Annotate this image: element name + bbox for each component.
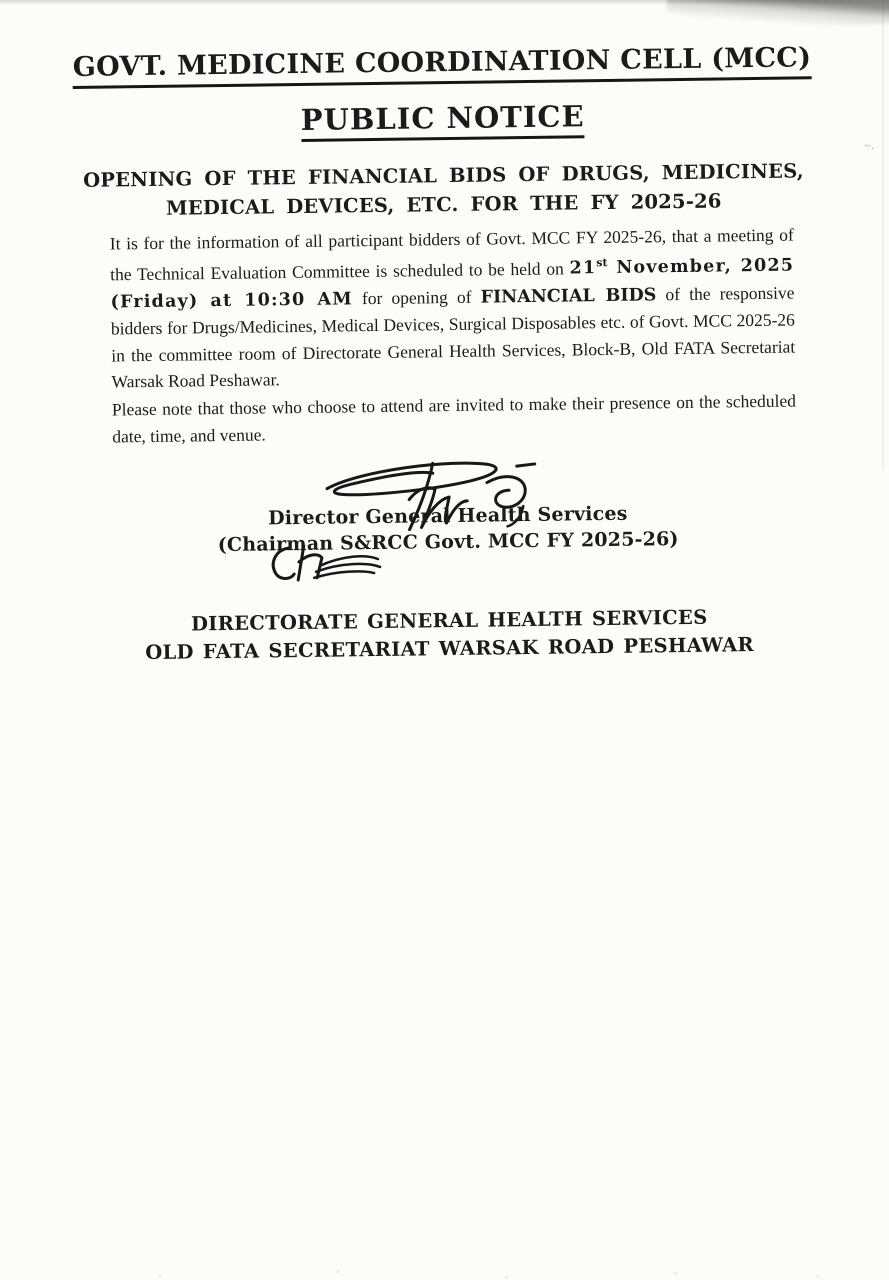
para1-financial-bids: FINANCIAL BIDS <box>480 285 657 308</box>
ordinal-suffix: st <box>596 256 608 270</box>
footer-block <box>5 601 889 669</box>
initials-scrawl <box>266 539 397 587</box>
para1-part1: It is for the information of all participant bidders of Govt. MCC FY 2025-26, that a meeting of the Technical Evaluation Committee is scheduled to be held on <box>109 224 794 284</box>
org-title-text: GOVT. MEDICINE COORDINATION CELL (MCC) <box>73 42 812 89</box>
subject-line-2: MEDICAL DEVICES, ETC. FOR THE FY 2025-26 <box>165 189 722 220</box>
subject-line-1: OPENING OF THE FINANCIAL BIDS OF DRUGS, MEDICINES, <box>82 159 804 192</box>
signatory-role: (Chairman S&RCC Govt. MCC FY 2025-26) <box>217 528 679 557</box>
notice-title-text: PUBLIC NOTICE <box>301 99 585 142</box>
notice-title <box>0 95 887 141</box>
para1-part3: of the responsive bidders for Drugs/Medicines, Medical Devices, Surgical Disposables etc. of Govt. MCC 2025-26 in the committee room of Directorate General Health Services, Block-B, Old FATA Secretariat Warsak Road Peshawar. <box>110 282 796 392</box>
scan-smudge-artifact: ~. <box>864 140 875 152</box>
para1-meeting-date: 21st November, 2025 (Friday) at 10:30 AM <box>110 255 795 313</box>
subject-heading <box>0 155 888 225</box>
footer-line-2: OLD FATA SECRETARIAT WARSAK ROAD PESHAWAR <box>145 633 755 665</box>
signature-block <box>3 497 889 561</box>
body-paragraph-2: Please note that those who choose to attend are invited to make their presence on the scheduled date, time, and venue. <box>111 390 797 446</box>
signatory-title: Director General Health Services <box>268 502 628 530</box>
footer-line-1: DIRECTORATE GENERAL HEALTH SERVICES <box>190 605 708 636</box>
para1-part2: for opening of <box>352 286 481 309</box>
org-title <box>0 41 887 84</box>
body-paragraph-1 <box>110 222 796 396</box>
